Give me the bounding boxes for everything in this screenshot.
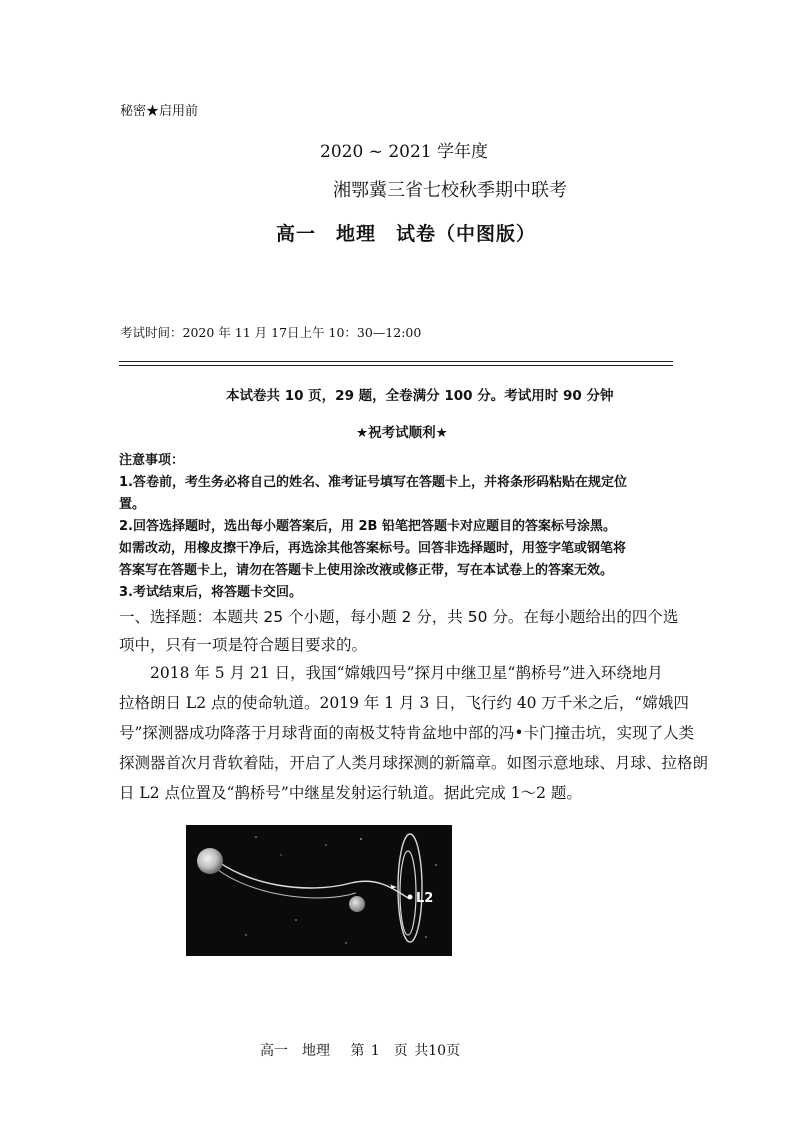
satellite-icon [391,885,397,889]
halo-orbit-inner [400,851,416,935]
halo-orbit-outer [398,834,422,942]
notes-line: 置。 [119,497,146,512]
passage [119,658,708,808]
exam-name: 湘鄂冀三省七校秋季期中联考 [333,180,567,201]
passage-line: 日 L2 点位置及“鹊桥号”中继星发射运行轨道。据此完成 1～2 题。 [119,784,582,802]
exam-time: 考试时间：2020 年 11 月 17日上午 10：30—12:00 [120,325,422,340]
notes-line: 3.考试结束后，将答题卡交回。 [119,585,302,600]
orbit-figure [186,825,452,956]
notes-line: 2.回答选择题时，选出每小题答案后，用 2B 铅笔把答题卡对应题目的答案标号涂黑。 [119,519,616,534]
l2-label: L2 [416,891,434,906]
stars [245,836,436,944]
good-luck-line: ★祝考试顺利★ [356,425,448,441]
l2-point-marker [408,895,413,900]
transfer-trajectory-lower [212,865,356,898]
subject-title: 高一 地理 试卷（中图版） [276,223,537,245]
notes-line: 1.答卷前，考生务必将自己的姓名、准考证号填写在答题卡上，并将条形码粘贴在规定位 [119,475,627,490]
school-year: 2020 ~ 2021 学年度 [320,142,488,162]
orbit-diagram [186,825,452,956]
passage-line: 2018 年 5 月 21 日，我国“嫦娥四号”探月中继卫星“鹊桥号”进入环绕地月 [119,664,663,682]
passage-line: 拉格朗日 L2 点的使命轨道。2019 年 1 月 3 日，飞行约 40 万千米之后，“嫦娥四 [119,694,689,712]
earth-icon [197,848,223,874]
exam-summary: 本试卷共 10 页，29 题，全卷满分 100 分。考试用时 90 分钟 [226,388,614,404]
section-line: 一、选择题：本题共 25 个小题，每小题 2 分，共 50 分。在每小题给出的四个选 [119,608,679,626]
transfer-trajectory [212,857,408,898]
page-footer: 高一 地理 第 1 页 共10页 [260,1043,461,1059]
notes-line: 答案写在答题卡上，请勿在答题卡上使用涂改液或修正带，写在本试卷上的答案无效。 [119,563,614,578]
passage-line: 探测器首次月背软着陆，开启了人类月球探测的新篇章。如图示意地球、月球、拉格朗 [119,754,709,772]
section-heading [119,603,678,659]
divider-line [119,361,673,362]
secret-label: 秘密★启用前 [120,104,199,119]
notes-line: 如需改动，用橡皮擦干净后，再选涂其他答案标号。回答非选择题时，用签字笔或钢笔将 [119,541,627,556]
divider-line [119,365,673,366]
moon-icon [349,896,365,912]
notes-block [119,450,627,604]
passage-line: 号”探测器成功降落于月球背面的南极艾特肯盆地中部的冯•卡门撞击坑，实现了人类 [119,724,695,742]
notes-title: 注意事项： [119,453,185,468]
section-line: 项中，只有一项是符合题目要求的。 [119,636,368,654]
